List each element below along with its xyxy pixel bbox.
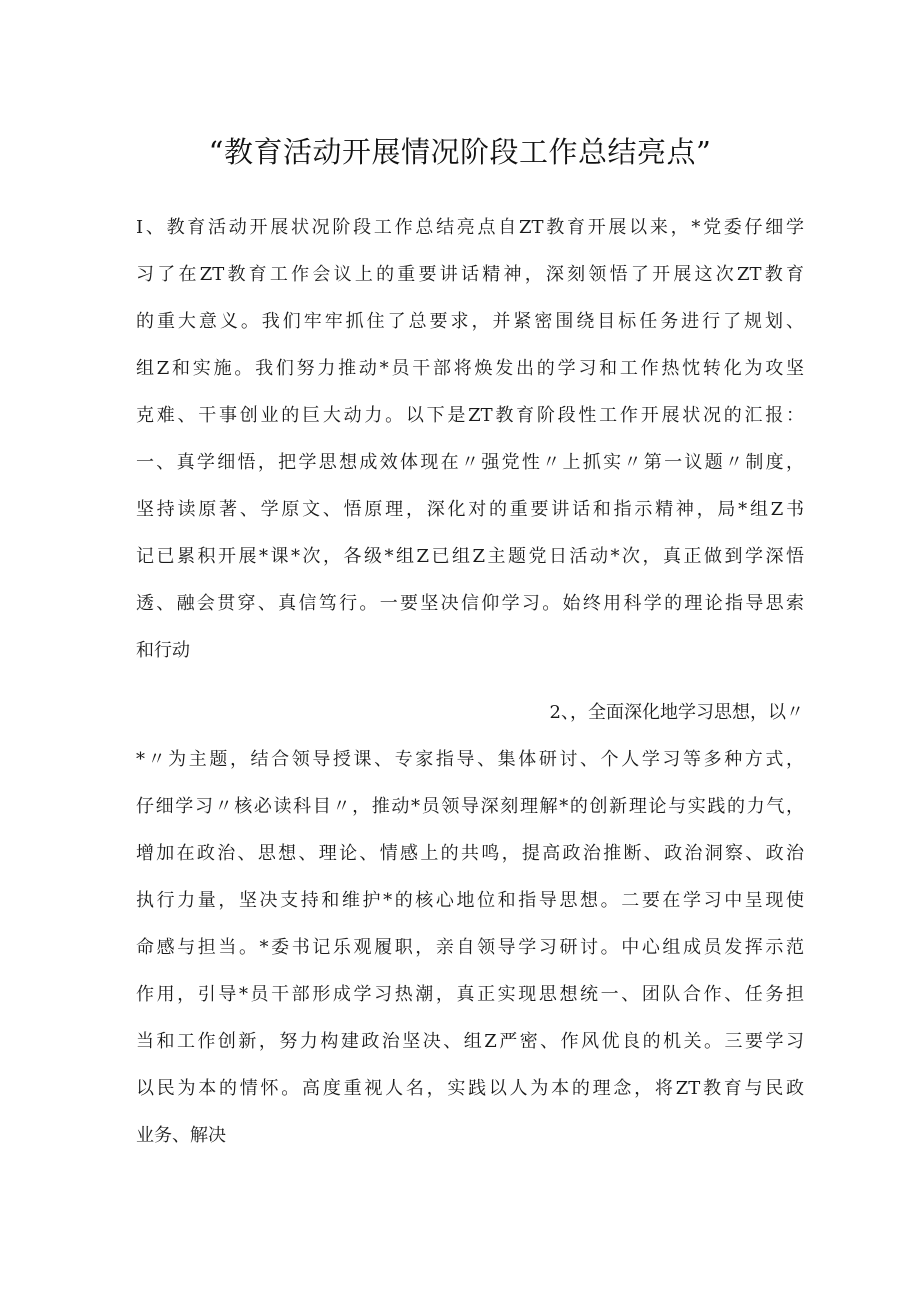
- text-line: 习了在ZT教育工作会议上的重要讲话精神，深刻领悟了开展这次ZT教育: [136, 264, 804, 285]
- text-line: 克难、干事创业的巨大动力。以下是ZT教育阶段性工作开展状况的汇报：: [136, 405, 804, 426]
- text-line: 一、真学细悟，把学思想成效体现在〃强党性〃上抓实〃第一议题〃制度，: [136, 452, 804, 473]
- document-title: “教育活动开展情况阶段工作总结亮点”: [208, 135, 712, 169]
- text-line: 命感与担当。*委书记乐观履职，亲自领导学习研讨。中心组成员发挥示范: [136, 937, 804, 958]
- paragraph-lead-line: 2、，全面深化地学习思想，以〃: [549, 702, 804, 723]
- text-line: 坚持读原著、学原文、悟原理，深化对的重要讲话和指示精神，局*组Z书: [136, 499, 804, 520]
- text-line: 的重大意义。我们牢牢抓住了总要求，并紧密围绕目标任务进行了规划、: [136, 311, 804, 332]
- text-line: 以民为本的情怀。高度重视人名，实践以人为本的理念，将ZT教育与民政: [136, 1078, 804, 1099]
- text-line: 和行动: [136, 640, 190, 661]
- text-line: 当和工作创新，努力构建政治坚决、组Z严密、作风优良的机关。三要学习: [136, 1031, 804, 1052]
- text-line: 作用，引导*员干部形成学习热潮，真正实现思想统一、团队合作、任务担: [136, 984, 804, 1005]
- text-line: 透、融会贯穿、真信笃行。一要坚决信仰学习。始终用科学的理论指导思索: [136, 593, 804, 614]
- text-line: *〃为主题，结合领导授课、专家指导、集体研讨、个人学习等多种方式，: [136, 749, 804, 770]
- text-line: 执行力量，坚决支持和维护*的核心地位和指导思想。二要在学习中呈现使: [136, 890, 804, 911]
- text-line: 组Z和实施。我们努力推动*员干部将焕发出的学习和工作热忱转化为攻坚: [136, 358, 804, 379]
- text-line: 增加在政治、思想、理论、情感上的共鸣，提高政治推断、政治洞察、政治: [136, 843, 804, 864]
- text-line: 业务、解决: [136, 1125, 226, 1146]
- text-line: 仔细学习〃核必读科目〃，推动*员领导深刻理解*的创新理论与实践的力气，: [136, 796, 804, 817]
- text-line: 记已累积开展*课*次，各级*组Z已组Z主题党日活动*次，真正做到学深悟: [136, 546, 804, 567]
- text-line: I、教育活动开展状况阶段工作总结亮点自ZT教育开展以来，*党委仔细学: [136, 217, 804, 238]
